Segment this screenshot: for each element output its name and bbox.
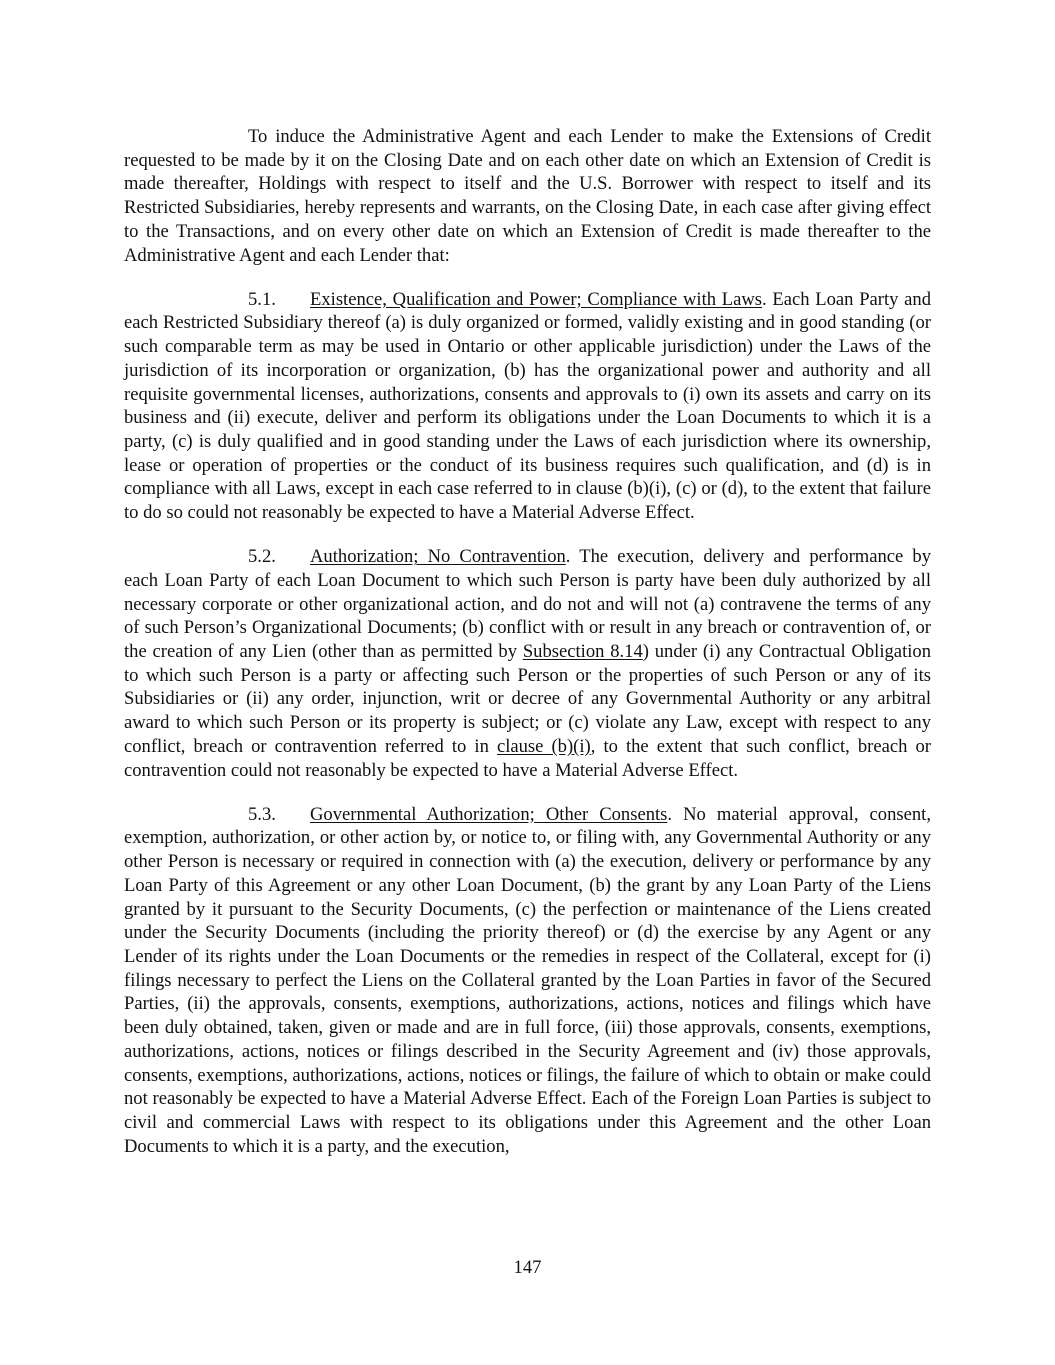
section-5-2 xyxy=(124,545,931,782)
intro-text: To induce the Administrative Agent and each Lender to make the Extensions of Credit requested to be made by it on the Closing Date and on each other date on which an Extension of Credit is made thereafter, Holdings with respect to itself and the U.S. Borrower with respect to itself and its Restricted Subsidiaries, hereby represents and warrants, on the Closing Date, in each case after giving effect to the Transactions, and on every other date on which an Extension of Credit is made thereafter to the Administrative Agent and each Lender that: xyxy=(124,126,931,266)
section-text: . The execution, delivery and performance by each Loan Party of each Loan Document to which such Person is party have been duly authorized by all necessary corporate or other organizational action, and do not and will not (a) contravene the terms of any of such Person’s Organizational Documents; (b) conflict with or result in any breach or contravention of, or the creation of any Lien (other than as permitted by xyxy=(124,546,931,663)
section-text: ) under (i) any Contractual Obligation to which such Person is a party or affecting such Person or the properties of such Person or any of its Subsidiaries or (ii) any order, injunction, writ or decree of any Governmental Authority or any arbitral award to which such Person or its property is subject; or (c) violate any Law, except with respect to any conflict, breach or contravention referred to in xyxy=(124,641,931,757)
clause-reference: clause (b)(i) xyxy=(496,735,591,757)
section-number: 5.3. xyxy=(248,803,276,825)
subsection-reference: Subsection 8.14 xyxy=(522,641,643,663)
document-body xyxy=(124,125,931,1179)
section-heading: Existence, Qualification and Power; Compliance with Laws xyxy=(310,288,763,310)
page-number: 147 xyxy=(513,1257,542,1278)
section-heading: Authorization; No Contravention xyxy=(310,546,566,568)
intro-paragraph xyxy=(124,125,931,267)
section-5-3 xyxy=(124,803,931,1159)
section-text: . No material approval, consent, exemption, authorization, or other action by, or notice to, or filing with, any Governmental Authority or any other Person is necessary or required in connection with (a) the execution, delivery or performance by any Loan Party of this Agreement or any other Loan Document, (b) the grant by any Loan Party of the Liens granted by it pursuant to the Security Documents, (c) the perfection or maintenance of the Liens created under the Security Documents (including the priority thereof) or (d) the exercise by any Agent or any Lender of its rights under the Loan Documents or the remedies in respect of the Collateral, except for (i) filings necessary to perfect the Liens on the Collateral granted by the Loan Parties in favor of the Secured Parties, (ii) the approvals, consents, exemptions, authorizations, actions, notices and filings which have been duly obtained, taken, given or made and are in full force, (iii) those approvals, consents, exemptions, authorizations, actions, notices or filings described in the Security Agreement and (iv) those approvals, consents, exemptions, authorizations, actions, notices or filings, the failure of which to obtain or make could not reasonably be expected to have a Material Adverse Effect. Each of the Foreign Loan Parties is subject to civil and commercial Laws with respect to its obligations under this Agreement and the other Loan Documents to which it is a party, and the execution, xyxy=(124,803,931,1157)
section-5-1 xyxy=(124,288,931,525)
section-number: 5.1. xyxy=(248,288,276,310)
section-text: . Each Loan Party and each Restricted Subsidiary thereof (a) is duly organized or formed, validly existing and in good standing (or such comparable term as may be used in Ontario or other applicable jurisdiction) under the Laws of the jurisdiction of its incorporation or organization, (b) has the organizational power and authority and all requisite governmental licenses, authorizations, consents and approvals to (i) own its assets and carry on its business and (ii) execute, deliver and perform its obligations under the Loan Documents to which it is a party, (c) is duly qualified and in good standing under the Laws of each jurisdiction where its ownership, lease or operation of properties or the conduct of its business requires such qualification, and (d) is in compliance with all Laws, except in each case referred to in clause (b)(i), (c) or (d), to the extent that failure to do so could not reasonably be expected to have a Material Adverse Effect. xyxy=(124,288,932,524)
section-number: 5.2. xyxy=(248,546,276,568)
section-text: , to the extent that such conflict, breach or contravention could not reasonably be expected to have a Material Adverse Effect. xyxy=(124,735,931,781)
section-heading: Governmental Authorization; Other Consents xyxy=(310,803,668,825)
